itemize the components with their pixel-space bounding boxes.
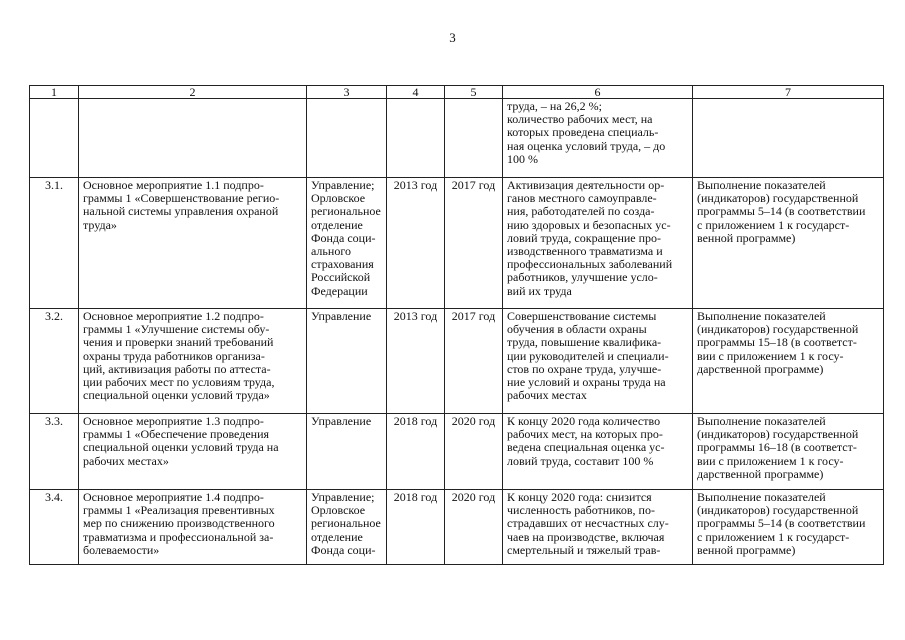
indicator-link-cell: Выполнение показателей (индикаторов) государственной программы 15–18 (в соответст- вии с приложением 1 к госу- дарственной программе) [693,309,884,414]
header-cell: 1 [30,86,79,99]
row-number: 3.2. [30,309,79,414]
row-number: 3.1. [30,178,79,309]
end-year-cell: 2020 год [445,414,503,490]
header-row [30,86,884,99]
empty-cell [387,99,445,178]
expected-result-cell: К концу 2020 года: снизится численность работников, по- страдавших от несчастных слу- чаев на производстве, включая смертельный и тяжелый трав- [503,490,693,565]
executor-cell: Управление [307,309,387,414]
header-cell: 6 [503,86,693,99]
measure-name-cell: Основное мероприятие 1.4 подпро- граммы 1 «Реализация превентивных мер по снижению производственного травматизма и профессиональной за- болеваемости» [79,490,307,565]
expected-result-cell: Активизация деятельности ор- ганов местного самоуправле- ния, работодателей по созда- нию здоровых и безопасных ус- ловий труда, сокращение про- изводственного травматизма и профессиональных заболеваний работников, улучшение усло- вий их труда [503,178,693,309]
empty-cell [79,99,307,178]
indicator-link-cell: Выполнение показателей (индикаторов) государственной программы 5–14 (в соответствии с приложением 1 к государст- венной программе) [693,178,884,309]
start-year-cell: 2018 год [387,414,445,490]
start-year-cell: 2013 год [387,309,445,414]
executor-cell: Управление [307,414,387,490]
header-cell: 3 [307,86,387,99]
end-year-cell: 2020 год [445,490,503,565]
measure-name-cell: Основное мероприятие 1.1 подпро- граммы 1 «Совершенствование регио- нальной системы управления охраной труда» [79,178,307,309]
row-number: 3.3. [30,414,79,490]
header-cell: 4 [387,86,445,99]
indicator-link-cell: Выполнение показателей (индикаторов) государственной программы 5–14 (в соответствии с приложением 1 к государст- венной программе) [693,490,884,565]
header-cell: 2 [79,86,307,99]
end-year-cell: 2017 год [445,178,503,309]
start-year-cell: 2018 год [387,490,445,565]
program-measures-table [29,85,884,565]
row-number: 3.4. [30,490,79,565]
table-row [30,414,884,490]
expected-result-cell: труда, – на 26,2 %; количество рабочих мест, на которых проведена специаль- ная оценка условий труда, – до 100 % [503,99,693,178]
end-year-cell: 2017 год [445,309,503,414]
table-row [30,309,884,414]
table-row [30,490,884,565]
header-cell: 5 [445,86,503,99]
empty-cell [693,99,884,178]
executor-cell: Управление; Орловское региональное отделение Фонда соци- [307,490,387,565]
empty-cell [307,99,387,178]
expected-result-cell: К концу 2020 года количество рабочих мест, на которых про- ведена специальная оценка ус- ловий труда, составит 100 % [503,414,693,490]
executor-cell: Управление; Орловское региональное отделение Фонда соци- ального страхования Российской Федерации [307,178,387,309]
empty-cell [445,99,503,178]
continuation-row [30,99,884,178]
measure-name-cell: Основное мероприятие 1.2 подпро- граммы 1 «Улучшение системы обу- чения и проверки знаний требований охраны труда работников организа- ций, активизация работы по аттеста- ции рабочих мест по условиям труда, специальной оценки условий труда» [79,309,307,414]
table-row [30,178,884,309]
expected-result-cell: Совершенствование системы обучения в области охраны труда, повышение квалифика- ции руководителей и специали- стов по охране труда, улучше- ние условий и охраны труда на рабочих местах [503,309,693,414]
empty-cell [30,99,79,178]
start-year-cell: 2013 год [387,178,445,309]
indicator-link-cell: Выполнение показателей (индикаторов) государственной программы 16–18 (в соответст- вии с приложением 1 к госу- дарственной программе) [693,414,884,490]
measure-name-cell: Основное мероприятие 1.3 подпро- граммы 1 «Обеспечение проведения специальной оценки условий труда на рабочих местах» [79,414,307,490]
header-cell: 7 [693,86,884,99]
page-number: 3 [449,30,456,45]
